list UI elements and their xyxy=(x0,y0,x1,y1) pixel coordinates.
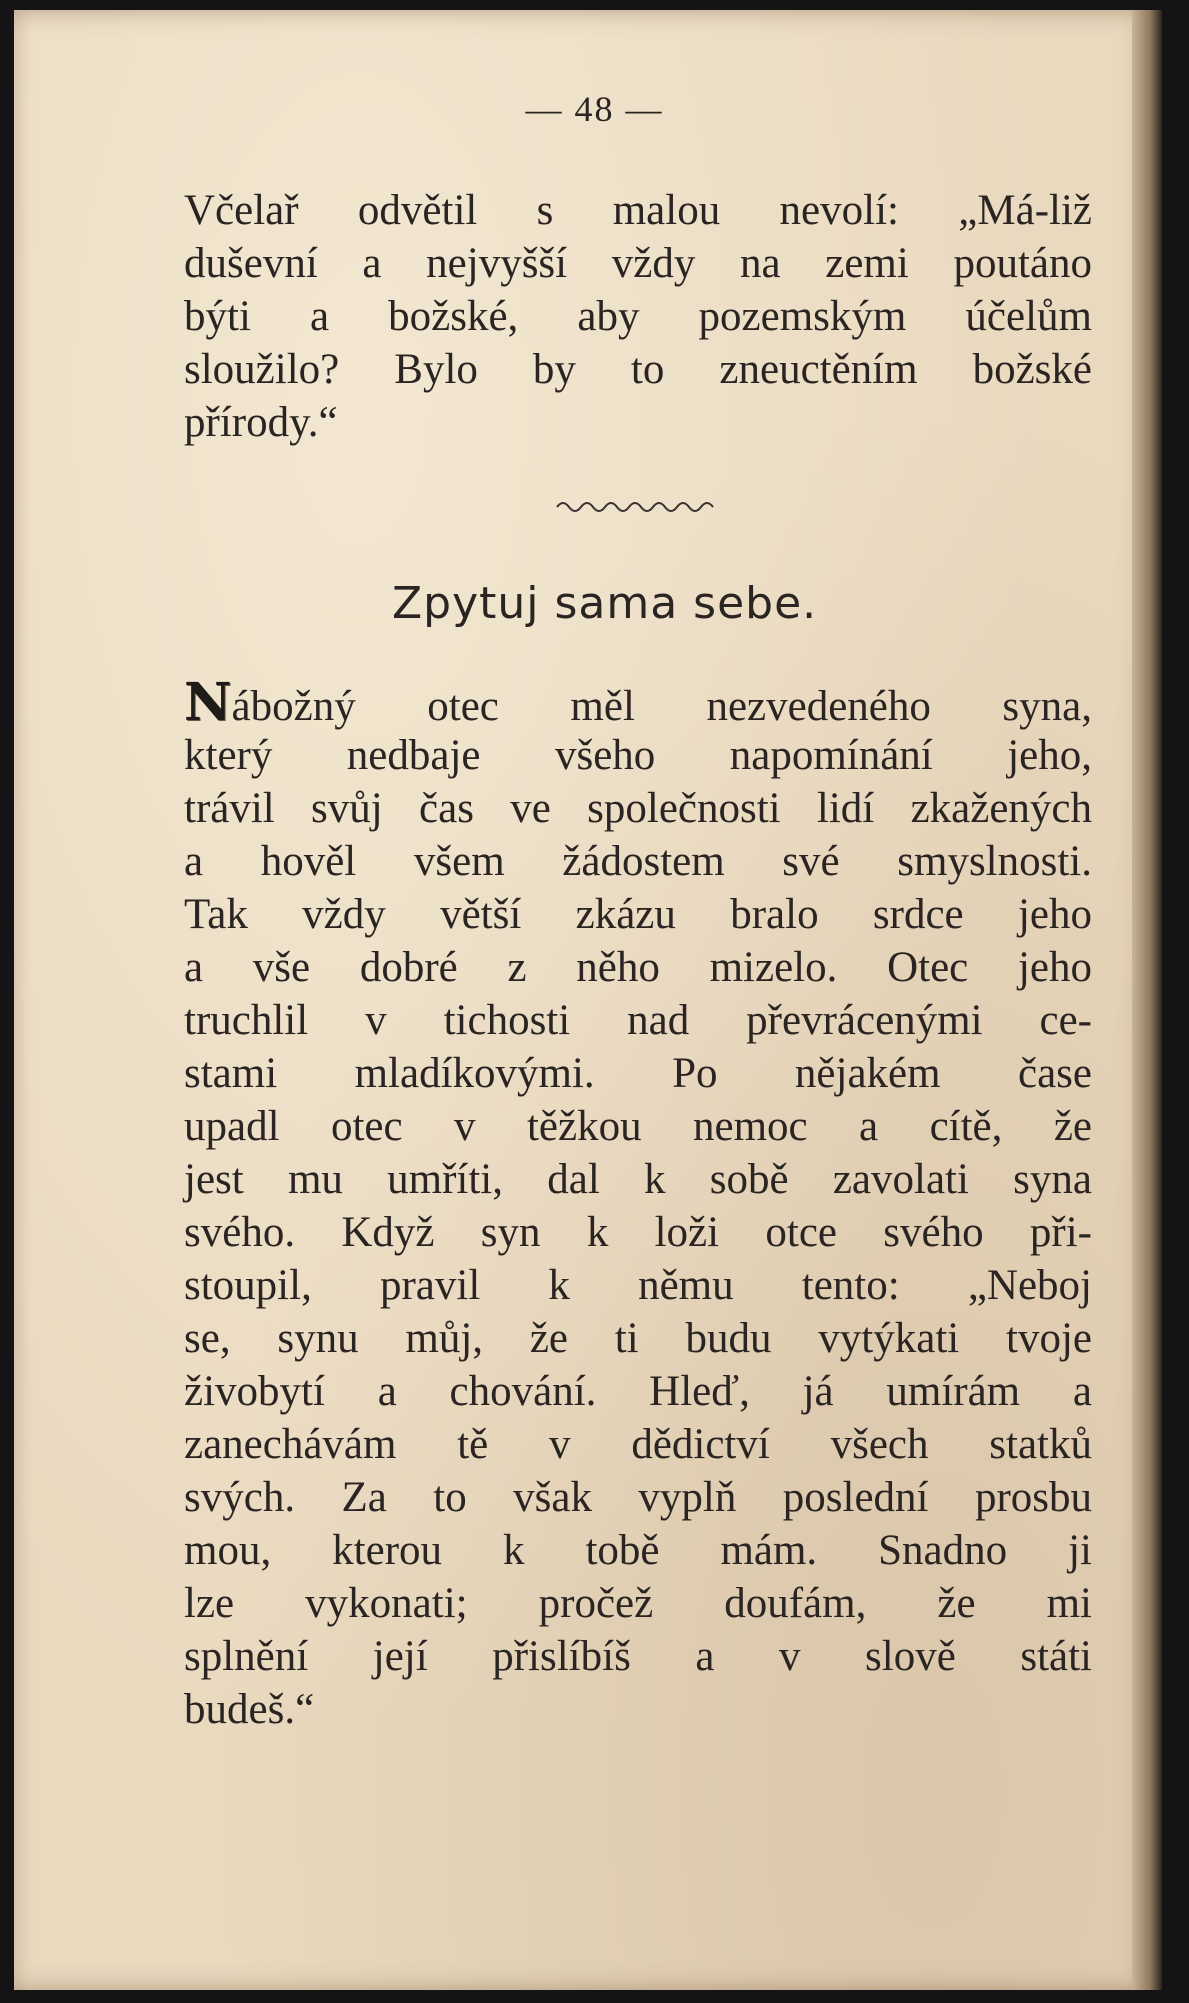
text-line: a vše dobré z něho mizelo. Otec jeho xyxy=(184,944,1092,991)
text-line: Včelař odvětil s malou nevolí: „Má-liž xyxy=(184,187,1092,234)
text-line: duševní a nejvyšší vždy na zemi poutáno xyxy=(184,240,1092,287)
page-number: — 48 — xyxy=(525,89,664,129)
text-line: truchlil v tichosti nad převrácenými ce- xyxy=(184,997,1092,1044)
text-line: svého. Když syn k loži otce svého při- xyxy=(184,1209,1092,1256)
drop-cap: N xyxy=(184,672,232,733)
text-line: budeš.“ xyxy=(184,1686,315,1733)
text-line: trávil svůj čas ve společnosti lidí zkažených xyxy=(184,785,1092,832)
text-line: býti a božské, aby pozemským účelům xyxy=(184,293,1092,340)
ornament-divider xyxy=(555,495,715,515)
text-line: přírody.“ xyxy=(184,399,338,446)
text-line: stami mladíkovými. Po nějakém čase xyxy=(184,1050,1092,1097)
text-line: mou, kterou k tobě mám. Snadno ji xyxy=(184,1527,1092,1574)
text-line: svých. Za to však vyplň poslední prosbu xyxy=(184,1474,1092,1521)
text-line: upadl otec v těžkou nemoc a cítě, že xyxy=(184,1103,1092,1150)
text-line: který nedbaje všeho napomínání jeho, xyxy=(184,732,1092,779)
text-line: živobytí a chování. Hleď, já umírám a xyxy=(184,1368,1092,1415)
text-line: stoupil, pravil k němu tento: „Neboj xyxy=(184,1262,1092,1309)
text-line: zanechávám tě v dědictví všech statků xyxy=(184,1421,1092,1468)
text-line: jest mu umříti, dal k sobě zavolati syna xyxy=(184,1156,1092,1203)
text-line: Tak vždy větší zkázu bralo srdce jeho xyxy=(184,891,1092,938)
text-line: se, synu můj, že ti budu vytýkati tvoje xyxy=(184,1315,1092,1362)
section-title: Zpytuj sama sebe. xyxy=(392,578,818,629)
text-line: sloužilo? Bylo by to zneuctěním božské xyxy=(184,346,1092,393)
text-line: a hověl všem žádostem své smyslnosti. xyxy=(184,838,1092,885)
text-line: lze vykonati; pročež doufám, že mi xyxy=(184,1580,1092,1627)
text-line: splnění její přislíbíš a v slově státi xyxy=(184,1633,1092,1680)
paragraph-2 xyxy=(184,672,1092,1736)
text-line-first xyxy=(184,672,1092,733)
paragraph-1 xyxy=(184,184,1092,449)
page-spine-shadow xyxy=(1132,10,1162,1990)
text-line: ábožný otec měl nezvedeného syna, xyxy=(231,683,1092,730)
